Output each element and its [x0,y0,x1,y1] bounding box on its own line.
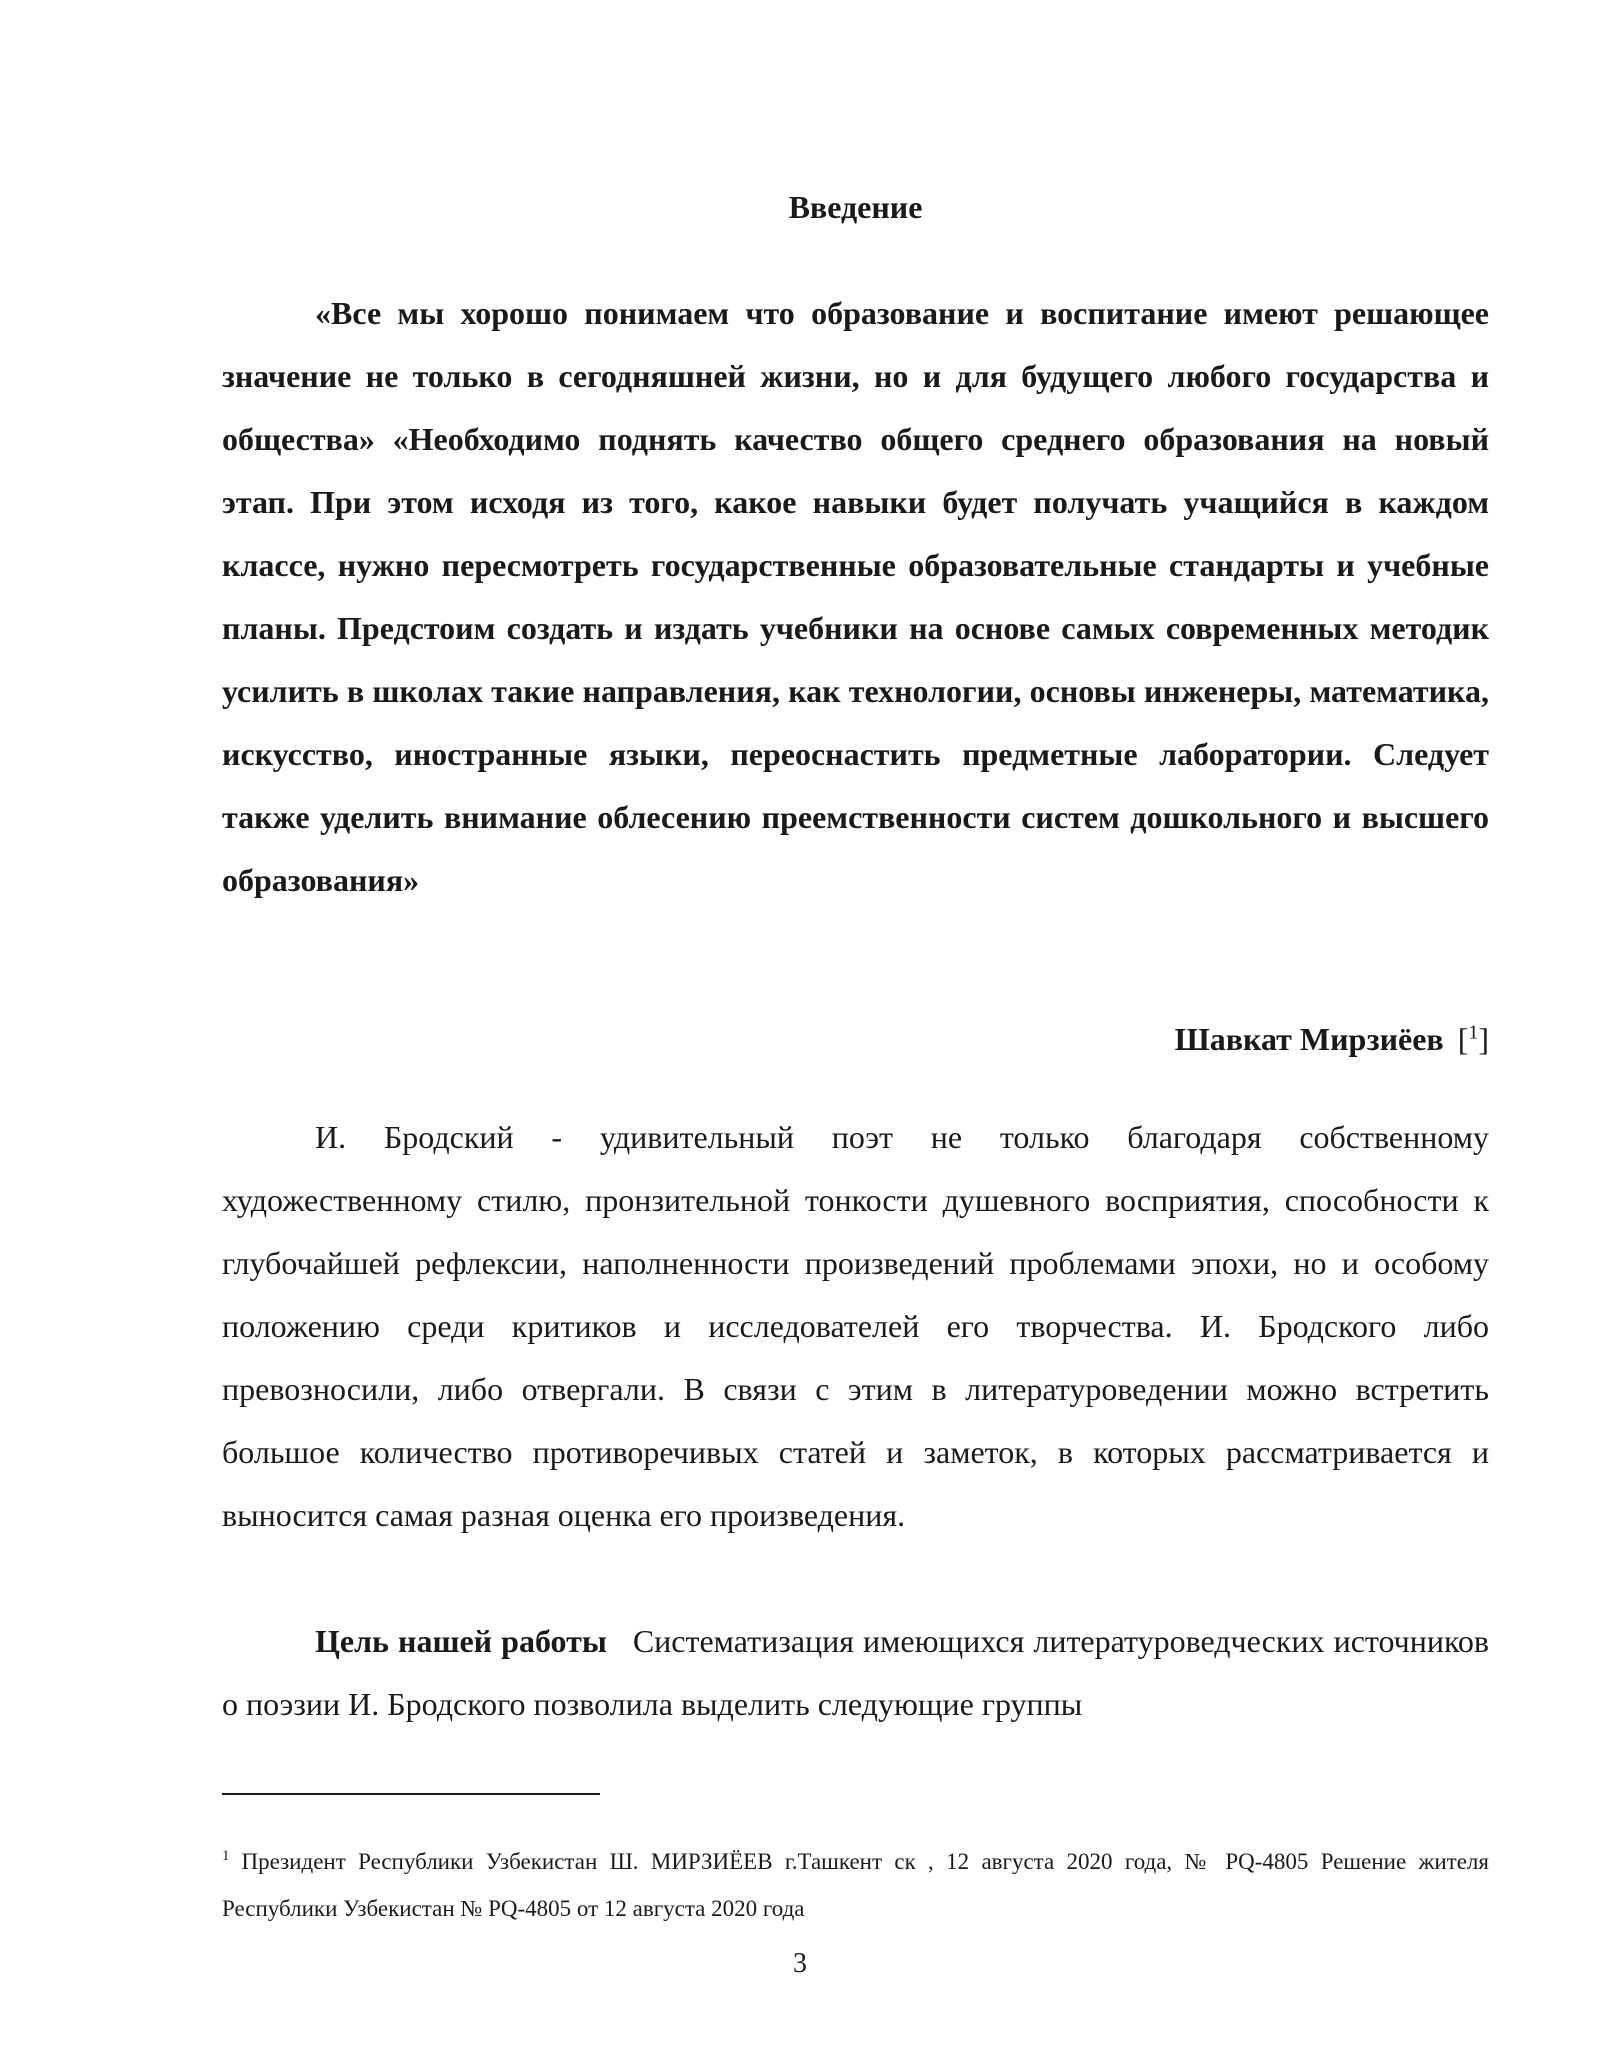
body-paragraph-1: И. Бродский - удивительный поэт не только благодаря собственному художественному стилю, пронзительной тонкости душевного восприятия, способности к глубочайшей рефлексии, наполненности произведений проблемами эпохи, но и особому положению среди критиков и исследователей его творчества. И. Бродского либо превозносили, либо отвергали. В связи с этим в литературоведении можно встретить большое количество противоречивых статей и заметок, в которых рассматривается и выносится самая разная оценка его произведения. [222,1119,1489,1533]
ref-close-bracket: ] [1478,1021,1489,1057]
footnote [222,1838,1489,1932]
goal-label: Цель нашей работы [315,1623,607,1659]
epigraph-attribution [222,1008,1489,1071]
epigraph-quote: «Все мы хорошо понимаем что образование и воспитание имеют решающее значение не только в сегодняшней жизни, но и для будущего любого государства и общества» «Необходимо поднять качество общего среднего образования на новый этап. При этом исходя из того, какое навыки будет получать учащийся в каждом классе, нужно пересмотреть государственные образовательные стандарты и учебные планы. Предстоим создать и издать учебники на основе самых современных методик усилить в школах такие направления, как технологии, основы инженеры, математика, искусство, иностранные языки, переоснастить предметные лаборатории. Следует также уделить внимание облесению преемственности систем дошкольного и высшего образования» [222,295,1489,898]
body-paragraph-2 [222,1610,1489,1736]
footnote-separator [222,1793,600,1795]
footnote-number: 1 [222,1848,230,1865]
page-number: 3 [793,1948,807,1979]
page-title: Введение [788,189,923,225]
ref-number: 1 [1468,1021,1479,1044]
footnote-reference[interactable] [1458,1021,1489,1057]
ref-open-bracket: [ [1457,1021,1469,1057]
epigraph-author: Шавкат Мирзиёев [1174,1021,1444,1057]
footnote-text: Президент Республики Узбекистан Ш. МИРЗИЁЕВ г.Ташкент ск , 12 августа 2020 года, № PQ-4805 Решение жителя Республики Узбекистан № PQ-4805 от 12 августа 2020 года [222,1849,1489,1921]
goal-text: Систематизация имеющихся литературоведческих источников о поэзии И. Бродского позволила выделить следующие группы [222,1623,1489,1722]
